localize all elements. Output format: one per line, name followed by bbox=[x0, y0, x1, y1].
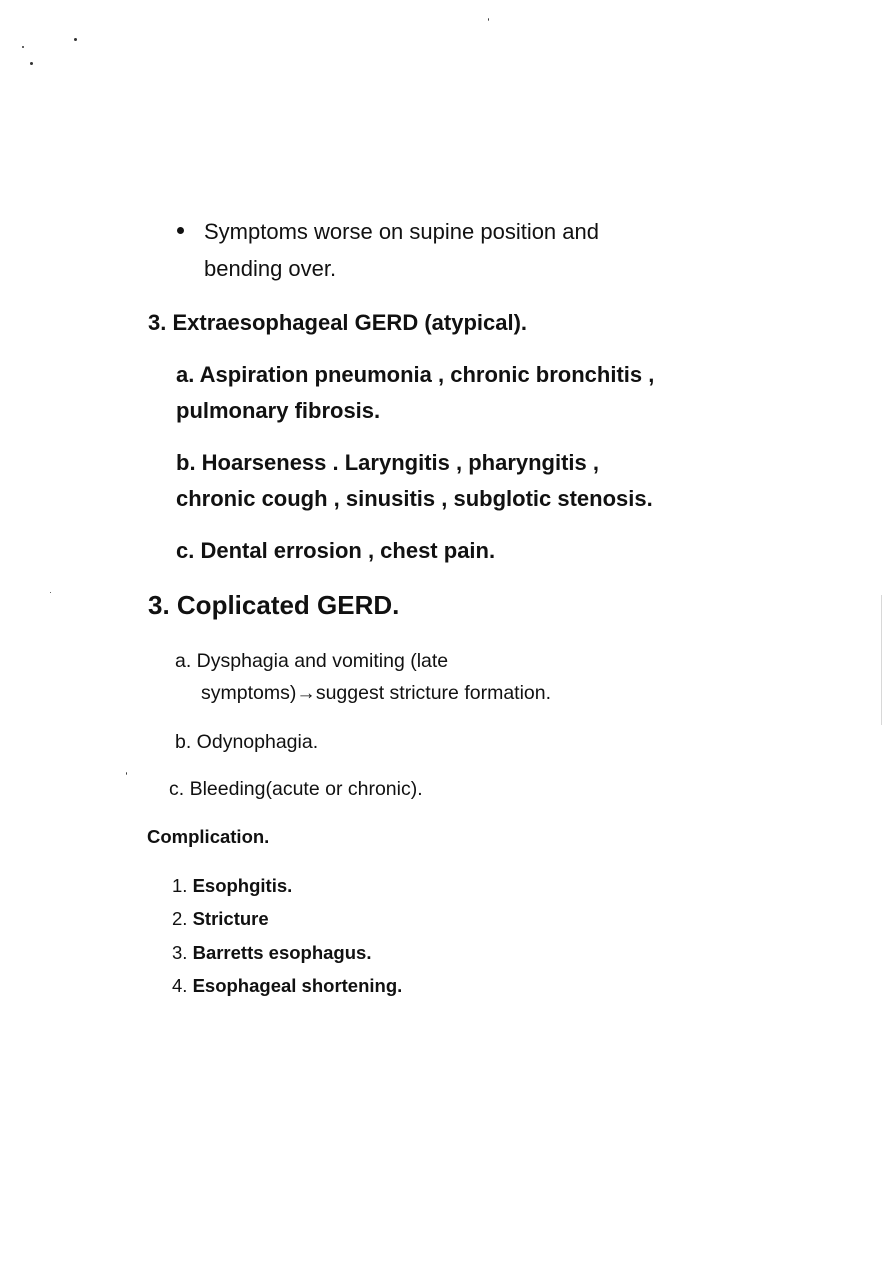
complication-item-1 bbox=[172, 875, 292, 897]
scan-speck bbox=[488, 18, 489, 21]
complication-item-1-number: 1. bbox=[172, 875, 188, 896]
scan-speck bbox=[30, 62, 33, 65]
complicated-item-a-line2: symptoms)→suggest stricture formation. bbox=[201, 682, 552, 704]
complicated-item-a-line1: a. Dysphagia and vomiting (late bbox=[175, 650, 449, 672]
bullet-text-line1: Symptoms worse on supine position and bbox=[204, 219, 599, 244]
complicated-item-c: c. Bleeding(acute or chronic). bbox=[169, 778, 423, 800]
complication-item-4-number: 4. bbox=[172, 975, 188, 996]
complication-item-4 bbox=[172, 975, 402, 997]
bullet-text-line2: bending over. bbox=[204, 256, 337, 281]
scan-speck bbox=[126, 772, 127, 775]
scan-margin-line bbox=[881, 595, 882, 725]
extraesophageal-item-b-line1: b. Hoarseness . Laryngitis , pharyngitis , bbox=[176, 450, 600, 475]
complication-item-4-text: Esophageal shortening. bbox=[192, 975, 403, 996]
complication-item-2 bbox=[172, 908, 269, 930]
complication-item-3-text: Barretts esophagus. bbox=[192, 942, 372, 963]
extraesophageal-item-c: c. Dental errosion , chest pain. bbox=[176, 538, 496, 563]
scan-speck bbox=[22, 46, 24, 48]
extraesophageal-item-a-line2: pulmonary fibrosis. bbox=[176, 398, 381, 423]
complicated-heading: 3. Coplicated GERD. bbox=[148, 590, 400, 620]
complication-item-3 bbox=[172, 942, 371, 964]
complication-heading: Complication. bbox=[147, 826, 270, 847]
extraesophageal-item-b-line2: chronic cough , sinusitis , subglotic stenosis. bbox=[176, 486, 653, 511]
complication-item-2-number: 2. bbox=[172, 908, 188, 929]
extraesophageal-heading: 3. Extraesophageal GERD (atypical). bbox=[148, 310, 528, 335]
complication-item-1-text: Esophgitis. bbox=[192, 875, 293, 896]
complicated-item-b: b. Odynophagia. bbox=[175, 731, 319, 753]
complication-item-3-number: 3. bbox=[172, 942, 188, 963]
scan-speck bbox=[50, 592, 51, 593]
bullet-dot bbox=[177, 227, 184, 234]
extraesophageal-item-a-line1: a. Aspiration pneumonia , chronic bronchitis , bbox=[176, 362, 655, 387]
scan-speck bbox=[74, 38, 77, 41]
complication-item-2-text: Stricture bbox=[192, 908, 269, 929]
